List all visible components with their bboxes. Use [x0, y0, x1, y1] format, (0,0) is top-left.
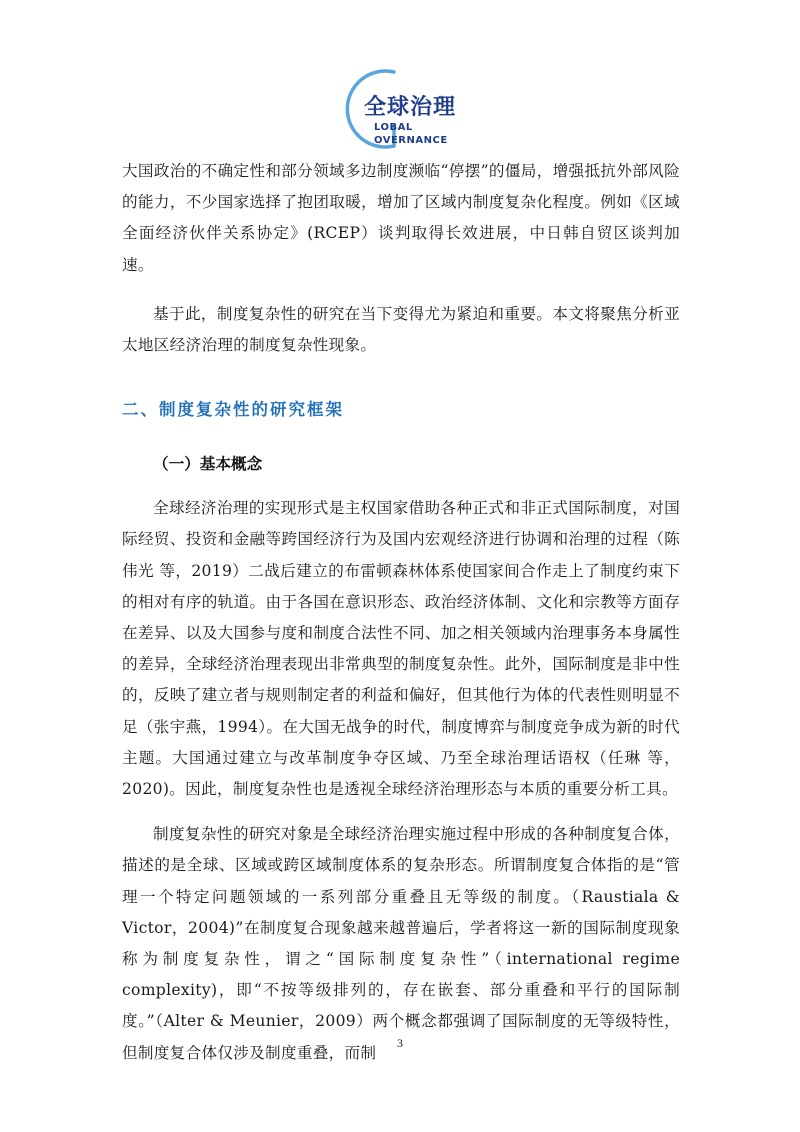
paragraph-2: 基于此，制度复杂性的研究在当下变得尤为紧迫和重要。本文将聚焦分析亚太地区经济治理的制度复杂性现象。: [122, 304, 680, 355]
journal-logo: [328, 66, 478, 150]
logo-english-line2: OVERNANCE: [374, 135, 448, 146]
paragraph-4: 制度复杂性的研究对象是全球经济治理实施过程中形成的各种制度复合体，描述的是全球、区域或跨区域制度体系的复杂形态。所谓制度复合体指的是“管理一个特定问题领域的一系列部分重叠且无等级的制度。（Raustiala & Victor，2004)”在制度复合现象越来越普遍后，学者将这一新的国际制度现象称为制度复杂性，谓之“国际制度复杂性”（international regime complexity)，即“不按等级排列的，存在嵌套、部分重叠和平行的国际制度。”（Alter & Meunier，2009）两个概念都强调了国际制度的无等级特性，但制度复合体仅涉及制度重叠，而制: [122, 825, 680, 1062]
subsection-heading: （一）基本概念: [153, 455, 263, 474]
page-number: 3: [397, 1036, 403, 1050]
paragraph-3: 全球经济治理的实现形式是主权国家借助各种正式和非正式国际制度，对国际经贸、投资和金融等跨国经济行为及国内宏观经济进行协调和治理的过程（陈伟光 等，2019）二战后建立的布雷顿森林体系使国家间合作走上了制度约束下的相对有序的轨道。由于各国在意识形态、政治经济体制、文化和宗教等方面存在差异、以及大国参与度和制度合法性不同、加之相关领域内治理事务本身属性的差异，全球经济治理表现出非常典型的制度复杂性。此外，国际制度是非中性的，反映了建立者与规则制定者的利益和偏好，但其他行为体的代表性则明显不足（张宇燕，1994）。在大国无战争的时代，制度博弈与制度竞争成为新的时代主题。大国通过建立与改革制度争夺区域、乃至全球治理话语权（任琳 等，2020)。因此，制度复杂性也是透视全球经济治理形态与本质的重要分析工具。: [122, 499, 680, 799]
page-body: [122, 156, 680, 1069]
section-heading: 二、制度复杂性的研究框架: [122, 400, 344, 420]
logo-chinese-title: 全球治理: [364, 95, 457, 120]
paragraph-1: 大国政治的不确定性和部分领域多边制度濒临“停摆”的僵局，增强抵抗外部风险的能力，不少国家选择了抱团取暖，增加了区域内制度复杂化程度。例如《区域全面经济伙伴关系协定》(RCEP）谈判取得长效进展，中日韩自贸区谈判加速。: [122, 162, 680, 274]
logo-english-line1: LOBAL: [374, 122, 413, 133]
